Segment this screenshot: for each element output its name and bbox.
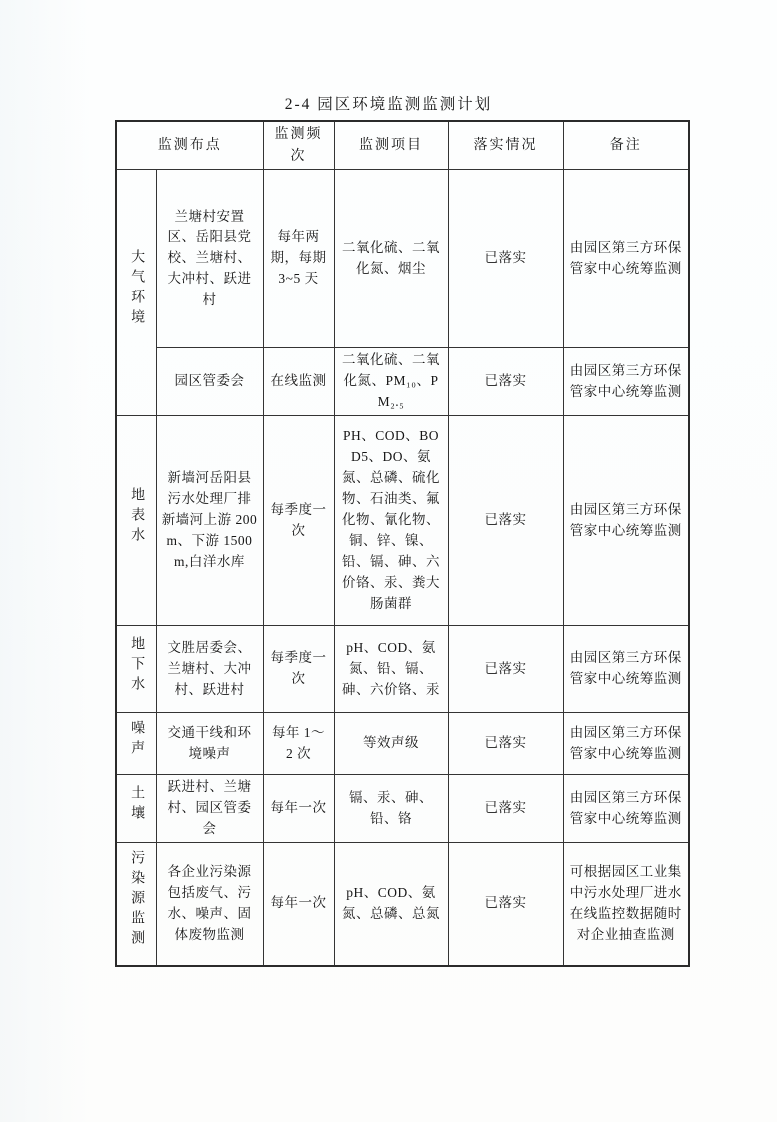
category-label-groundwater: 地下水 [129, 635, 145, 696]
table-row-pollution-source [116, 843, 689, 966]
table-row-noise [116, 713, 689, 775]
cell-category-groundwater [116, 626, 156, 713]
cell-category-surface-water [116, 416, 156, 626]
table-row-air-1 [116, 170, 689, 348]
cell-air2-remark: 由园区第三方环保管家中心统筹监测 [563, 348, 689, 416]
cell-noise-remark: 由园区第三方环保管家中心统筹监测 [563, 713, 689, 775]
col-header-items: 监测项目 [334, 121, 448, 170]
category-label-air: 大气环境 [129, 249, 145, 330]
cell-soil-frequency: 每年一次 [263, 775, 334, 843]
cell-air2-location: 园区管委会 [156, 348, 263, 416]
cell-pollution-frequency: 每年一次 [263, 843, 334, 966]
cell-air1-remark: 由园区第三方环保管家中心统筹监测 [563, 170, 689, 348]
category-label-pollution-source: 污染源监测 [129, 850, 145, 951]
cell-noise-frequency: 每年 1～2 次 [263, 713, 334, 775]
cell-noise-items: 等效声级 [334, 713, 448, 775]
cell-air1-status: 已落实 [448, 170, 563, 348]
col-header-remark: 备注 [563, 121, 689, 170]
cell-air1-items: 二氧化硫、二氧化氮、烟尘 [334, 170, 448, 348]
cell-air2-items: 二氧化硫、二氧化氮、PM₁₀、PM₂.₅ [334, 348, 448, 416]
cell-pollution-remark: 可根据园区工业集中污水处理厂进水在线监控数据随时对企业抽查监测 [563, 843, 689, 966]
cell-surface-location: 新墙河岳阳县污水处理厂排新墙河上游 200m、下游 1500m,白洋水库 [156, 416, 263, 626]
cell-category-pollution-source [116, 843, 156, 966]
cell-surface-status: 已落实 [448, 416, 563, 626]
cell-pollution-items: pH、COD、氨氮、总磷、总氮 [334, 843, 448, 966]
cell-surface-items: PH、COD、BOD5、DO、氨氮、总磷、硫化物、石油类、氟化物、氰化物、铜、锌、镍、铅、镉、砷、六价铬、汞、粪大肠菌群 [334, 416, 448, 626]
cell-soil-items: 镉、汞、砷、铅、铬 [334, 775, 448, 843]
col-header-location: 监测布点 [116, 121, 263, 170]
document-title: 2-4 园区环境监测监测计划 [284, 96, 493, 113]
cell-air1-location: 兰塘村安置区、岳阳县党校、兰塘村、大冲村、跃进村 [156, 170, 263, 348]
cell-pollution-status: 已落实 [448, 843, 563, 966]
cell-category-air [116, 170, 156, 416]
cell-ground-frequency: 每季度一次 [263, 626, 334, 713]
category-label-noise: 噪声 [129, 720, 145, 761]
table-header-row [116, 121, 689, 170]
cell-pollution-location: 各企业污染源包括废气、污水、噪声、固体废物监测 [156, 843, 263, 966]
cell-soil-remark: 由园区第三方环保管家中心统筹监测 [563, 775, 689, 843]
table-row-soil [116, 775, 689, 843]
category-label-surface-water: 地表水 [129, 487, 145, 548]
cell-ground-location: 文胜居委会、兰塘村、大冲村、跃进村 [156, 626, 263, 713]
cell-surface-remark: 由园区第三方环保管家中心统筹监测 [563, 416, 689, 626]
table-row-surface-water [116, 416, 689, 626]
cell-soil-location: 跃进村、兰塘村、园区管委会 [156, 775, 263, 843]
table-row-air-2 [116, 348, 689, 416]
cell-air1-frequency: 每年两期，每期 3~5 天 [263, 170, 334, 348]
cell-air2-status: 已落实 [448, 348, 563, 416]
cell-ground-remark: 由园区第三方环保管家中心统筹监测 [563, 626, 689, 713]
col-header-status: 落实情况 [448, 121, 563, 170]
scan-shade-artifact [0, 0, 90, 1122]
cell-category-noise [116, 713, 156, 775]
cell-ground-items: pH、COD、氨氮、铅、镉、砷、六价铬、汞 [334, 626, 448, 713]
monitoring-plan-table [115, 120, 690, 967]
cell-ground-status: 已落实 [448, 626, 563, 713]
category-label-soil: 土壤 [129, 785, 145, 826]
cell-category-soil [116, 775, 156, 843]
cell-air2-frequency: 在线监测 [263, 348, 334, 416]
table-row-groundwater [116, 626, 689, 713]
cell-noise-status: 已落实 [448, 713, 563, 775]
cell-noise-location: 交通干线和环境噪声 [156, 713, 263, 775]
col-header-frequency: 监测频次 [263, 121, 334, 170]
cell-soil-status: 已落实 [448, 775, 563, 843]
cell-surface-frequency: 每季度一次 [263, 416, 334, 626]
